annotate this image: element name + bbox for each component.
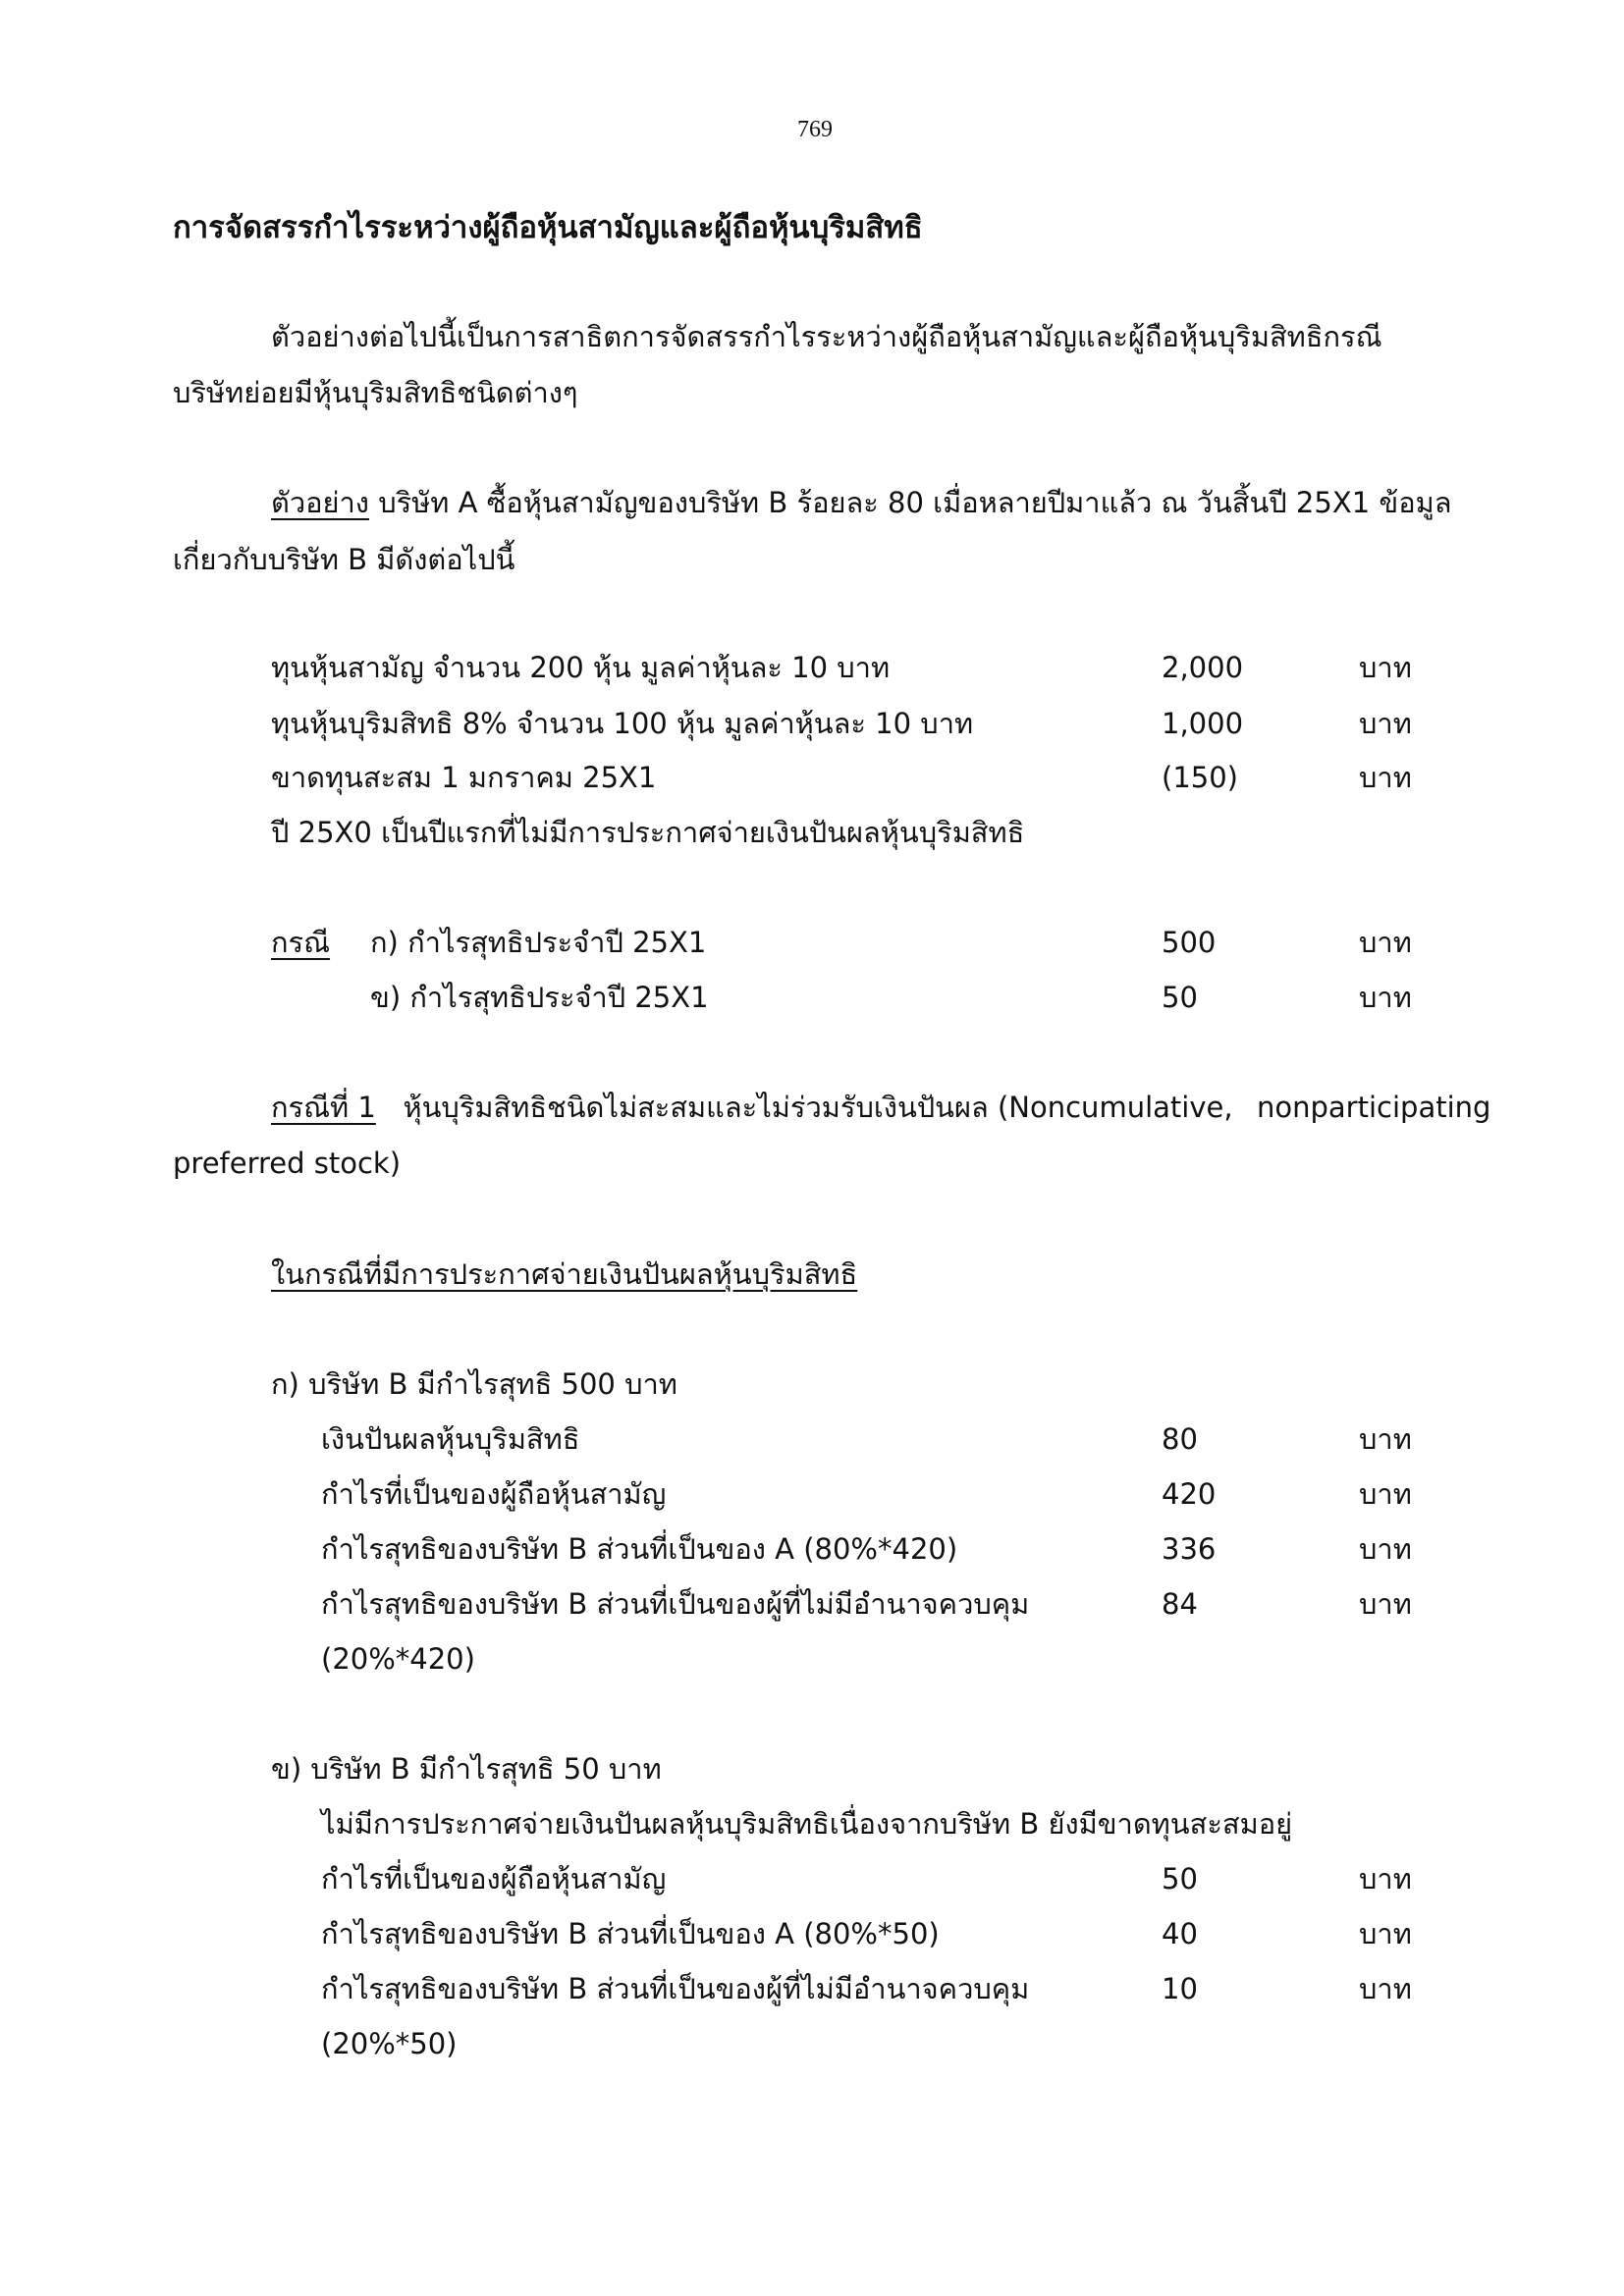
- example-line-2: เกี่ยวกับบริษัท B มีดังต่อไปนี้: [173, 543, 515, 576]
- part-b-note: ไม่มีการประกาศจ่ายเงินปันผลหุ้นบุริมสิทธิเนื่องจากบริษัท B ยังมีขาดทุนสะสมอยู่: [321, 1807, 1293, 1841]
- part-b-row-unit: บาท: [1359, 1862, 1412, 1896]
- part-a-row-text: กำไรสุทธิของบริษัท B ส่วนที่เป็นของผู้ที่ไม่มีอำนาจควบคุม: [321, 1587, 1030, 1621]
- fact-unit: บาท: [1359, 651, 1412, 684]
- case-amount: 50: [1162, 981, 1198, 1014]
- fact-amount: (150): [1162, 761, 1238, 794]
- part-a-row-amount: 80: [1162, 1422, 1198, 1456]
- case-text: ก) กำไรสุทธิประจำปี 25X1: [370, 926, 707, 959]
- example-line-1: [271, 483, 1452, 522]
- section-subheading: ในกรณีที่มีการประกาศจ่ายเงินปันผลหุ้นบุริมสิทธิ: [271, 1257, 858, 1291]
- case1-line-1-end: nonparticipating: [1257, 1091, 1491, 1124]
- cases-label: กรณี: [271, 926, 331, 959]
- case1-text: หุ้นบุริมสิทธิชนิดไม่สะสมและไม่ร่วมรับเงินปันผล (Noncumulative,: [403, 1091, 1233, 1124]
- case-unit: บาท: [1359, 926, 1412, 959]
- part-a-row-text: เงินปันผลหุ้นบุริมสิทธิ: [321, 1422, 580, 1456]
- part-b-row-amount: 10: [1162, 1972, 1198, 2005]
- part-a-row-text: กำไรที่เป็นของผู้ถือหุ้นสามัญ: [321, 1477, 667, 1511]
- example-label: ตัวอย่าง: [271, 486, 369, 519]
- part-a-row-unit: บาท: [1359, 1422, 1412, 1456]
- part-b-row-continuation: (20%*50): [321, 2027, 458, 2060]
- fact-unit: บาท: [1359, 761, 1412, 794]
- part-b-row-text: กำไรที่เป็นของผู้ถือหุ้นสามัญ: [321, 1862, 667, 1896]
- example-text: บริษัท A ซื้อหุ้นสามัญของบริษัท B ร้อยละ 80 เมื่อหลายปีมาแล้ว ณ วันสิ้นปี 25X1 ข้อมูล: [368, 486, 1452, 519]
- fact-unit: บาท: [1359, 707, 1412, 740]
- part-a-row-amount: 84: [1162, 1587, 1198, 1621]
- part-a-row-unit: บาท: [1359, 1477, 1412, 1511]
- facts-note: ปี 25X0 เป็นปีแรกที่ไม่มีการประกาศจ่ายเงินปันผลหุ้นบุริมสิทธิ: [271, 816, 1025, 849]
- intro-line-1: ตัวอย่างต่อไปนี้เป็นการสาธิตการจัดสรรกำไรระหว่างผู้ถือหุ้นสามัญและผู้ถือหุ้นบุริมสิทธิกรณี: [271, 320, 1382, 353]
- case1-label: กรณีที่ 1: [271, 1091, 376, 1124]
- fact-text: ขาดทุนสะสม 1 มกราคม 25X1: [271, 761, 657, 794]
- part-a-row-unit: บาท: [1359, 1587, 1412, 1621]
- part-b-row-text: กำไรสุทธิของบริษัท B ส่วนที่เป็นของผู้ที่ไม่มีอำนาจควบคุม: [321, 1972, 1030, 2005]
- page-heading: การจัดสรรกำไรระหว่างผู้ถือหุ้นสามัญและผู้ถือหุ้นบุริมสิทธิ: [173, 210, 923, 245]
- part-a-row-amount: 336: [1162, 1532, 1217, 1566]
- case-amount: 500: [1162, 926, 1217, 959]
- page-number: 769: [797, 117, 833, 142]
- part-b-row-unit: บาท: [1359, 1972, 1412, 2005]
- intro-line-2: บริษัทย่อยมีหุ้นบุริมสิทธิชนิดต่างๆ: [173, 376, 578, 409]
- part-a-row-unit: บาท: [1359, 1532, 1412, 1566]
- case1-line-1: [271, 1088, 1233, 1127]
- part-b-row-unit: บาท: [1359, 1917, 1412, 1950]
- part-b-title: ข) บริษัท B มีกำไรสุทธิ 50 บาท: [271, 1752, 662, 1786]
- part-b-row-text: กำไรสุทธิของบริษัท B ส่วนที่เป็นของ A (80%*50): [321, 1917, 940, 1950]
- case-unit: บาท: [1359, 981, 1412, 1014]
- fact-amount: 1,000: [1162, 707, 1244, 740]
- fact-text: ทุนหุ้นบุริมสิทธิ 8% จำนวน 100 หุ้น มูลค่าหุ้นละ 10 บาท: [271, 707, 974, 740]
- fact-text: ทุนหุ้นสามัญ จำนวน 200 หุ้น มูลค่าหุ้นละ 10 บาท: [271, 651, 891, 684]
- part-a-row-continuation: (20%*420): [321, 1642, 475, 1676]
- part-a-title: ก) บริษัท B มีกำไรสุทธิ 500 บาท: [271, 1367, 677, 1401]
- case-text: ข) กำไรสุทธิประจำปี 25X1: [370, 981, 709, 1014]
- part-b-row-amount: 40: [1162, 1917, 1198, 1950]
- case1-line-2: preferred stock): [173, 1147, 402, 1180]
- part-a-row-text: กำไรสุทธิของบริษัท B ส่วนที่เป็นของ A (80%*420): [321, 1532, 958, 1566]
- fact-amount: 2,000: [1162, 651, 1244, 684]
- part-a-row-amount: 420: [1162, 1477, 1217, 1511]
- part-b-row-amount: 50: [1162, 1862, 1198, 1896]
